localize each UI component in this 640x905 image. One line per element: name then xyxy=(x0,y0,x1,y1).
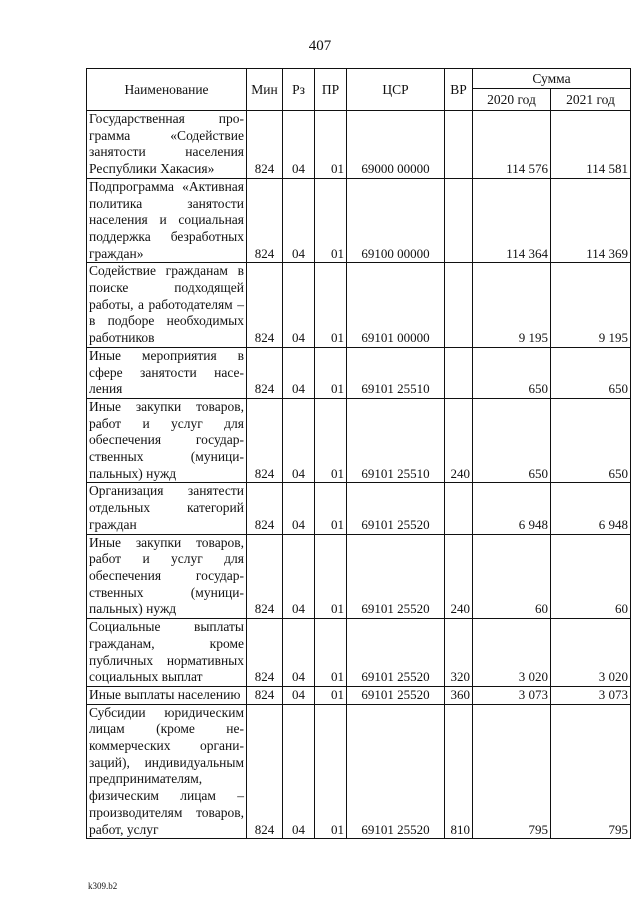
table-row xyxy=(87,111,631,179)
header-vr: ВР xyxy=(445,69,473,111)
row-min: 824 xyxy=(247,704,283,839)
row-sum-2020: 9 195 xyxy=(473,263,551,348)
table-row xyxy=(87,686,631,704)
row-min: 824 xyxy=(247,347,283,398)
page-number: 407 xyxy=(308,38,332,54)
table-row xyxy=(87,347,631,398)
table-row xyxy=(87,534,631,619)
row-min: 824 xyxy=(247,178,283,263)
row-name: Государственная программа «Содействие занятости населения Республики Хакасия» xyxy=(87,111,247,179)
row-min: 824 xyxy=(247,263,283,348)
row-pr: 01 xyxy=(315,686,347,704)
row-name: Иные выплаты населению xyxy=(87,686,247,704)
row-csr: 69101 00000 xyxy=(347,263,445,348)
row-rz: 04 xyxy=(283,398,315,483)
header-name: Наименование xyxy=(87,69,247,111)
row-csr: 69100 00000 xyxy=(347,178,445,263)
row-pr: 01 xyxy=(315,263,347,348)
row-min: 824 xyxy=(247,483,283,534)
row-sum-2021: 6 948 xyxy=(551,483,631,534)
row-rz: 04 xyxy=(283,704,315,839)
row-rz: 04 xyxy=(283,619,315,687)
header-min: Мин xyxy=(247,69,283,111)
row-pr: 01 xyxy=(315,398,347,483)
row-rz: 04 xyxy=(283,534,315,619)
row-name: Социальные выплаты гражданам, кроме публичных нормативных социальных выплат xyxy=(87,619,247,687)
row-rz: 04 xyxy=(283,483,315,534)
row-vr xyxy=(445,347,473,398)
row-sum-2021: 3 073 xyxy=(551,686,631,704)
table-row xyxy=(87,619,631,687)
row-csr: 69101 25510 xyxy=(347,398,445,483)
row-name: Иные мероприятия в сфере занятости населения xyxy=(87,347,247,398)
row-vr xyxy=(445,483,473,534)
row-sum-2020: 795 xyxy=(473,704,551,839)
row-min: 824 xyxy=(247,686,283,704)
row-pr: 01 xyxy=(315,704,347,839)
header-rz: Рз xyxy=(283,69,315,111)
row-vr: 320 xyxy=(445,619,473,687)
row-csr: 69101 25520 xyxy=(347,483,445,534)
row-sum-2020: 114 364 xyxy=(473,178,551,263)
header-pr: ПР xyxy=(315,69,347,111)
row-sum-2021: 9 195 xyxy=(551,263,631,348)
row-sum-2021: 114 369 xyxy=(551,178,631,263)
row-name: Иные закупки товаров, работ и услуг для обеспечения государственных (муниципальных) нужд xyxy=(87,398,247,483)
row-sum-2020: 6 948 xyxy=(473,483,551,534)
row-sum-2020: 3 020 xyxy=(473,619,551,687)
table-row xyxy=(87,178,631,263)
row-sum-2020: 3 073 xyxy=(473,686,551,704)
row-csr: 69101 25520 xyxy=(347,534,445,619)
table-body xyxy=(87,111,631,839)
row-sum-2021: 114 581 xyxy=(551,111,631,179)
table-row xyxy=(87,704,631,839)
row-vr xyxy=(445,178,473,263)
row-rz: 04 xyxy=(283,111,315,179)
row-name: Подпрограмма «Активная политика занятости населения и социальная поддержка безработных граждан» xyxy=(87,178,247,263)
budget-table xyxy=(86,68,631,839)
row-csr: 69101 25510 xyxy=(347,347,445,398)
header-csr: ЦСР xyxy=(347,69,445,111)
row-vr: 240 xyxy=(445,534,473,619)
row-sum-2021: 60 xyxy=(551,534,631,619)
row-csr: 69000 00000 xyxy=(347,111,445,179)
row-sum-2021: 3 020 xyxy=(551,619,631,687)
row-pr: 01 xyxy=(315,619,347,687)
row-pr: 01 xyxy=(315,111,347,179)
row-sum-2020: 650 xyxy=(473,347,551,398)
header-year-2021: 2021 год xyxy=(551,89,631,111)
row-name: Субсидии юридическим лицам (кроме некоммерческих организаций), индивидуальным предпринимателям, физическим лицам – производителям товаров, работ, услуг xyxy=(87,704,247,839)
row-vr xyxy=(445,263,473,348)
row-sum-2021: 795 xyxy=(551,704,631,839)
row-min: 824 xyxy=(247,619,283,687)
row-rz: 04 xyxy=(283,263,315,348)
row-vr: 810 xyxy=(445,704,473,839)
row-pr: 01 xyxy=(315,483,347,534)
row-csr: 69101 25520 xyxy=(347,686,445,704)
row-pr: 01 xyxy=(315,178,347,263)
row-rz: 04 xyxy=(283,686,315,704)
row-name: Содействие гражданам в поиске подходящей работы, а работодателям – в подборе необходимых работников xyxy=(87,263,247,348)
row-pr: 01 xyxy=(315,347,347,398)
row-vr: 240 xyxy=(445,398,473,483)
row-name: Организация занятести отдельных категорий граждан xyxy=(87,483,247,534)
row-csr: 69101 25520 xyxy=(347,704,445,839)
row-sum-2020: 114 576 xyxy=(473,111,551,179)
row-rz: 04 xyxy=(283,178,315,263)
row-min: 824 xyxy=(247,534,283,619)
row-min: 824 xyxy=(247,111,283,179)
row-sum-2021: 650 xyxy=(551,347,631,398)
row-min: 824 xyxy=(247,398,283,483)
footer-code: k309.b2 xyxy=(88,881,118,891)
row-name: Иные закупки товаров, работ и услуг для обеспечения государственных (муниципальных) нужд xyxy=(87,534,247,619)
row-pr: 01 xyxy=(315,534,347,619)
row-sum-2020: 60 xyxy=(473,534,551,619)
row-csr: 69101 25520 xyxy=(347,619,445,687)
table-row xyxy=(87,398,631,483)
row-sum-2020: 650 xyxy=(473,398,551,483)
table-row xyxy=(87,483,631,534)
row-rz: 04 xyxy=(283,347,315,398)
row-vr: 360 xyxy=(445,686,473,704)
header-sum: Сумма xyxy=(473,69,631,89)
row-vr xyxy=(445,111,473,179)
table-row xyxy=(87,263,631,348)
row-sum-2021: 650 xyxy=(551,398,631,483)
header-year-2020: 2020 год xyxy=(473,89,551,111)
